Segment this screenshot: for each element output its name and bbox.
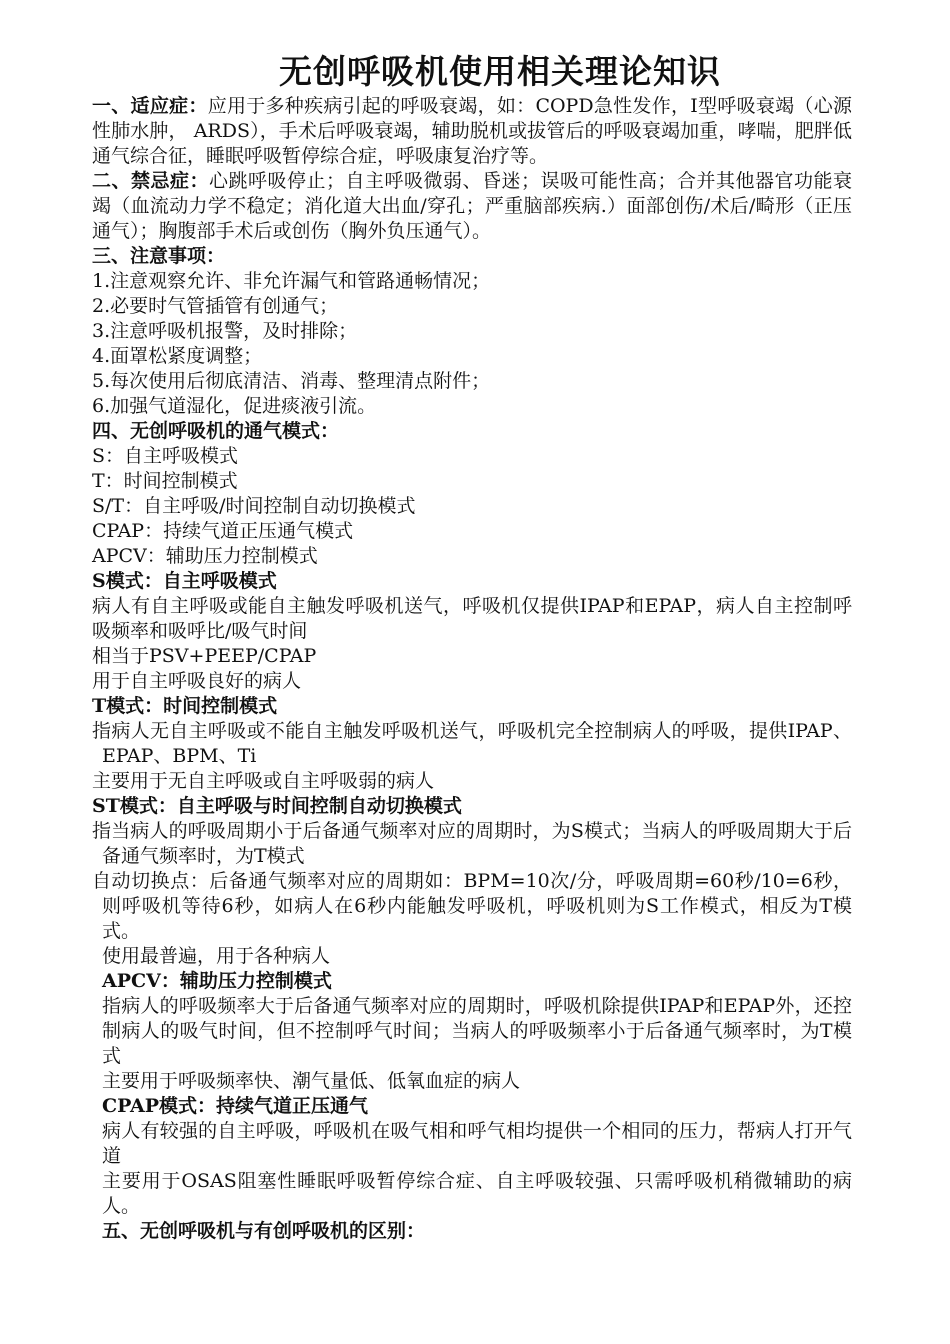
section-indications	[92, 94, 852, 169]
paragraph: 病人有较强的自主呼吸，呼吸机在吸气相和呼气相均提供一个相同的压力，帮病人打开气道	[102, 1120, 852, 1167]
list-item: S/T：自主呼吸/时间控制自动切换模式	[92, 495, 416, 517]
paragraph: 相当于PSV+PEEP/CPAP	[92, 645, 317, 667]
subsection-heading: CPAP模式：持续气道正压通气	[102, 1095, 369, 1117]
subsection-heading: T模式：时间控制模式	[92, 695, 278, 717]
paragraph: 自动切换点：后备通气频率对应的周期如：BPM=10次/分，呼吸周期=60秒/10=6秒，则呼吸机等待6秒，如病人在6秒内能触发呼吸机，呼吸机则为S工作模式，相反为T模式。	[92, 870, 852, 942]
section-heading: 二、禁忌症：	[92, 170, 209, 192]
list-item: 2.必要时气管插管有创通气；	[92, 295, 339, 317]
document-body	[92, 94, 852, 1244]
list-item: 1.注意观察允许、非允许漏气和管路通畅情况；	[92, 270, 491, 292]
paragraph: 使用最普遍，用于各种病人	[102, 945, 331, 967]
section-heading: 一、适应症：	[92, 95, 208, 117]
list-item: T：时间控制模式	[92, 470, 238, 492]
section-heading: 三、注意事项：	[92, 245, 226, 267]
page-title: 无创呼吸机使用相关理论知识	[279, 52, 721, 91]
list-item: 3.注意呼吸机报警，及时排除；	[92, 320, 358, 342]
paragraph: 指病人无自主呼吸或不能自主触发呼吸机送气，呼吸机完全控制病人的呼吸，提供IPAP、EPAP、BPM、Ti	[92, 720, 852, 767]
paragraph: 主要用于呼吸频率快、潮气量低、低氧血症的病人	[102, 1070, 521, 1092]
list-item: 6.加强气道湿化，促进痰液引流。	[92, 395, 377, 417]
subsection-heading: APCV：辅助压力控制模式	[102, 970, 332, 992]
section-heading: 五、无创呼吸机与有创呼吸机的区别：	[102, 1220, 426, 1242]
paragraph: 用于自主呼吸良好的病人	[92, 670, 302, 692]
paragraph: 指当病人的呼吸周期小于后备通气频率对应的周期时，为S模式；当病人的呼吸周期大于后备通气频率时，为T模式	[92, 820, 852, 867]
section-contraindications	[92, 169, 852, 244]
list-item: 5.每次使用后彻底清洁、消毒、整理清点附件；	[92, 370, 491, 392]
subsection-heading: ST模式：自主呼吸与时间控制自动切换模式	[92, 795, 462, 817]
paragraph: 主要用于无自主呼吸或自主呼吸弱的病人	[92, 770, 435, 792]
subsection-heading: S模式：自主呼吸模式	[92, 570, 277, 592]
section-text: 应用于多种疾病引起的呼吸衰竭，如：COPD急性发作，Ⅰ型呼吸衰竭（心源性肺水肿， ARDS），手术后呼吸衰竭，辅助脱机或拔管后的呼吸衰竭加重，哮喘，肥胖低通气综合征，睡眠呼吸暂停综合症，呼吸康复治疗等。	[92, 95, 852, 167]
section-text: 心跳呼吸停止；自主呼吸微弱、昏迷；误吸可能性高；合并其他器官功能衰竭（血流动力学不稳定；消化道大出血/穿孔；严重脑部疾病.）面部创伤/术后/畸形（正压通气）；胸腹部手术后或创伤（胸外负压通气）。	[92, 170, 852, 242]
list-item: 4.面罩松紧度调整；	[92, 345, 263, 367]
list-item: CPAP：持续气道正压通气模式	[92, 520, 354, 542]
section-heading: 四、无创呼吸机的通气模式：	[92, 420, 340, 442]
paragraph: 病人有自主呼吸或能自主触发呼吸机送气，呼吸机仅提供IPAP和EPAP，病人自主控制呼吸频率和吸呼比/吸气时间	[92, 595, 852, 642]
paragraph: 指病人的呼吸频率大于后备通气频率对应的周期时，呼吸机除提供IPAP和EPAP外，还控制病人的吸气时间，但不控制呼气时间；当病人的呼吸频率小于后备通气频率时，为T模式	[102, 995, 852, 1067]
list-item: APCV：辅助压力控制模式	[92, 545, 318, 567]
list-item: S：自主呼吸模式	[92, 445, 239, 467]
paragraph: 主要用于OSAS阻塞性睡眠呼吸暂停综合症、自主呼吸较强、只需呼吸机稍微辅助的病人。	[102, 1170, 852, 1217]
